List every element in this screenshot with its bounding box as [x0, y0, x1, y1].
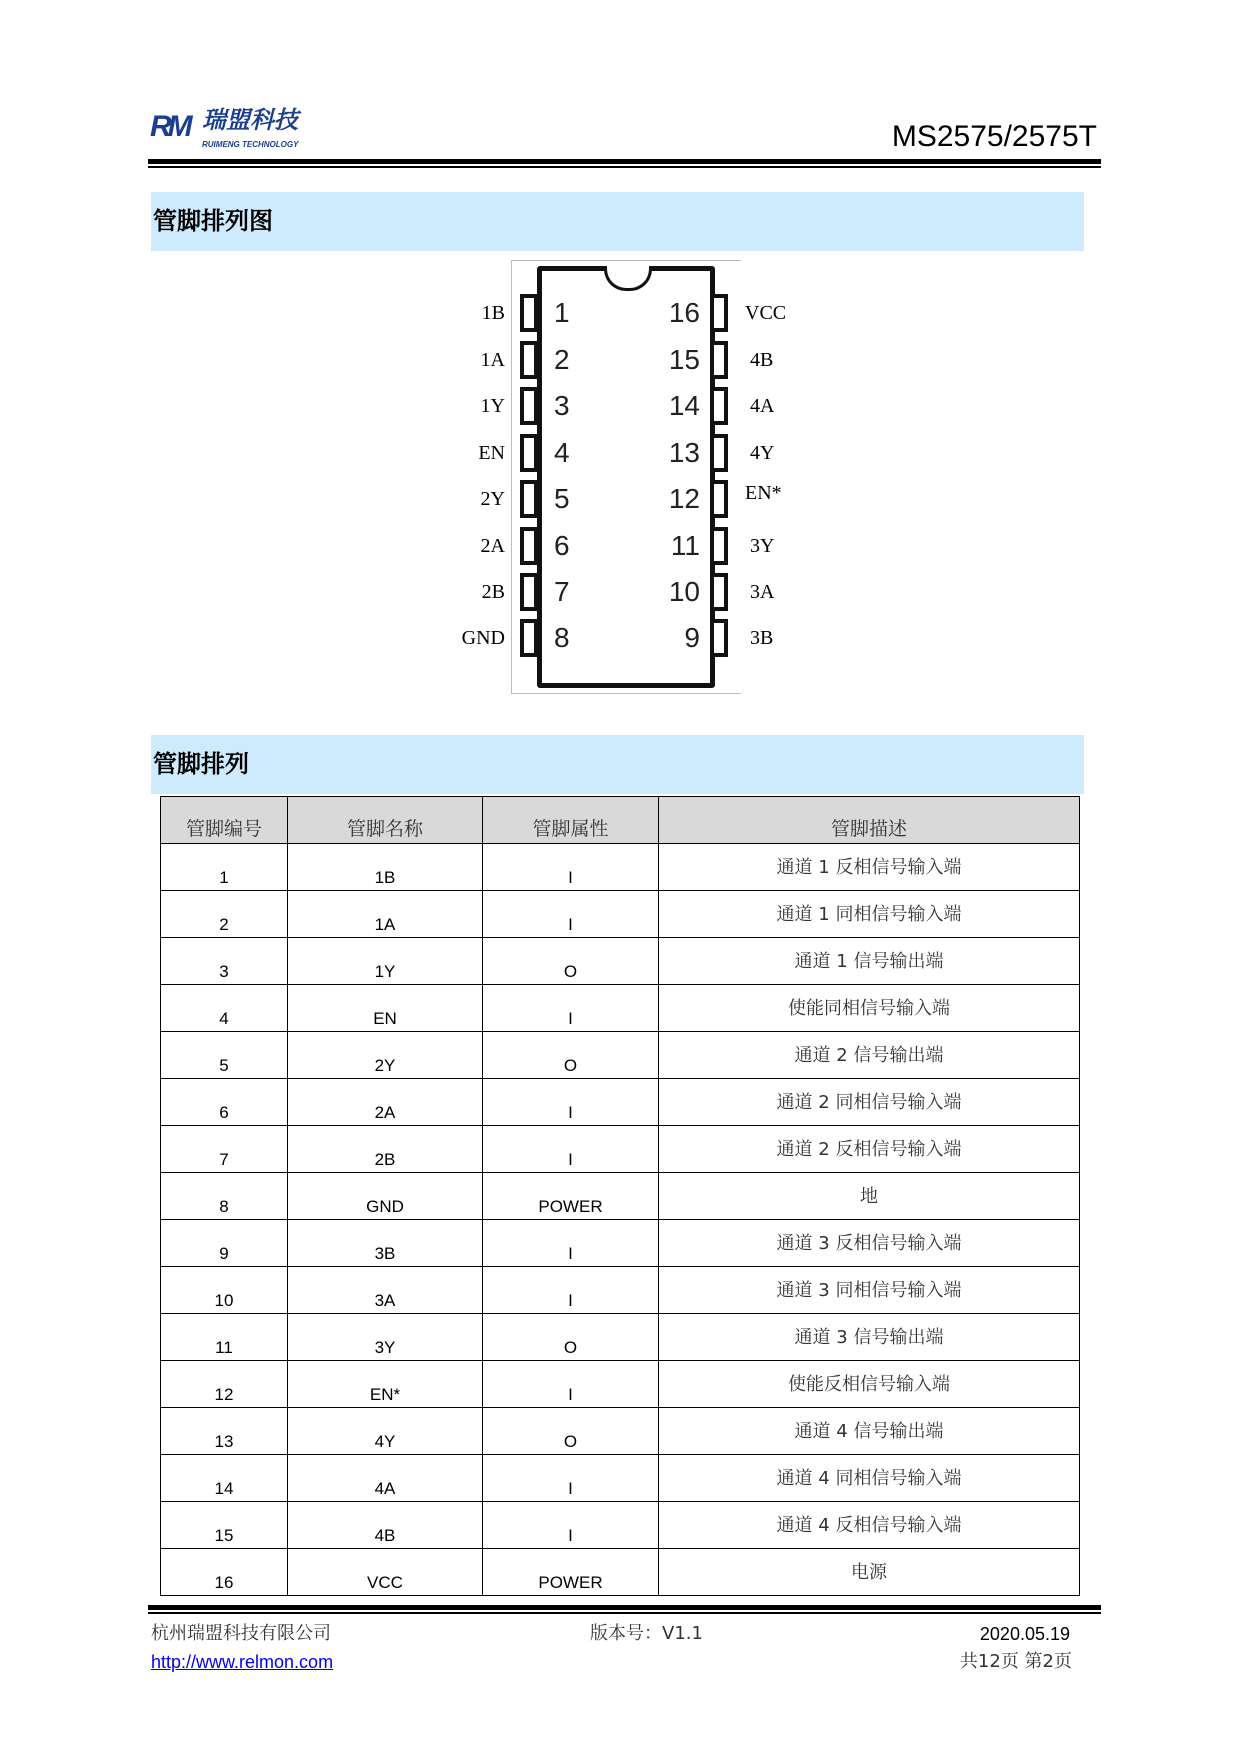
pin-label: EN: [478, 442, 505, 464]
footer-website-link[interactable]: http://www.relmon.com: [151, 1652, 334, 1672]
pin-number-cell: 13: [161, 1408, 288, 1455]
footer-page-count: 共12页 第2页: [959, 1651, 1072, 1672]
pin-name-cell: EN*: [288, 1361, 483, 1408]
table-row: [161, 1502, 1080, 1549]
pin-name-cell: 1A: [288, 891, 483, 938]
pin-number-cell: 6: [161, 1079, 288, 1126]
pin-description-cell: 地: [659, 1173, 1080, 1220]
pin-label: 3A: [750, 581, 775, 603]
column-header: 管脚属性: [483, 797, 659, 844]
pin-number: 12: [668, 483, 700, 514]
pin-label: 3B: [750, 627, 774, 649]
pin-left: [520, 387, 538, 425]
pin-name-cell: VCC: [288, 1549, 483, 1596]
pin-number: 8: [554, 622, 570, 653]
pin-right: [710, 434, 728, 472]
pin-label: 2Y: [480, 488, 505, 510]
section-heading-band: [151, 192, 1084, 251]
table-row: [161, 1126, 1080, 1173]
pin-description-cell: 通道 1 信号输出端: [659, 938, 1080, 985]
pin-name-cell: 3B: [288, 1220, 483, 1267]
pin-type-cell: I: [483, 1126, 659, 1173]
pin-number-cell: 10: [161, 1267, 288, 1314]
pin-type-cell: O: [483, 1408, 659, 1455]
footer-rule: [148, 1605, 1101, 1610]
table-row: [161, 1267, 1080, 1314]
pin-label: 1A: [480, 349, 505, 371]
pin-right: [710, 527, 728, 565]
table-header-row: [161, 797, 1080, 844]
pin-description-cell: 使能反相信号输入端: [659, 1361, 1080, 1408]
pin-type-cell: POWER: [483, 1549, 659, 1596]
pin-right: [710, 387, 728, 425]
pin-label: 4A: [750, 395, 775, 417]
pin-number: 9: [684, 622, 700, 653]
pin-right: [710, 480, 728, 518]
pin-name-cell: 4Y: [288, 1408, 483, 1455]
pin-label: 4Y: [750, 442, 775, 464]
table-row: [161, 1314, 1080, 1361]
pin-number: 1: [554, 297, 570, 328]
pin-name-cell: 4B: [288, 1502, 483, 1549]
pin-label: 3Y: [750, 535, 775, 557]
pin-label: VCC: [745, 302, 787, 324]
pin-number-cell: 3: [161, 938, 288, 985]
column-header: 管脚名称: [288, 797, 483, 844]
pin-number-cell: 1: [161, 844, 288, 891]
pin-number-cell: 4: [161, 985, 288, 1032]
pin-description-cell: 电源: [659, 1549, 1080, 1596]
pin-number: 3: [554, 390, 570, 421]
pin-number: 15: [668, 344, 700, 375]
pin-right: [710, 573, 728, 611]
pin-description-cell: 通道 2 同相信号输入端: [659, 1079, 1080, 1126]
pin-label: EN*: [745, 482, 782, 504]
footer-version: 版本号：V1.1: [590, 1623, 703, 1644]
section-heading-band: [151, 735, 1084, 794]
pin-number: 7: [554, 576, 570, 607]
pin-type-cell: I: [483, 1361, 659, 1408]
pin-number-cell: 5: [161, 1032, 288, 1079]
pin-name-cell: EN: [288, 985, 483, 1032]
pin-name-cell: 4A: [288, 1455, 483, 1502]
pin-type-cell: I: [483, 1455, 659, 1502]
column-header: 管脚编号: [161, 797, 288, 844]
pin-number-cell: 12: [161, 1361, 288, 1408]
pin-left: [520, 434, 538, 472]
pin-number-cell: 8: [161, 1173, 288, 1220]
pin-type-cell: I: [483, 1220, 659, 1267]
pin-left: [520, 619, 538, 657]
pin-label: GND: [461, 627, 505, 649]
column-header: 管脚描述: [659, 797, 1080, 844]
pin-right: [710, 341, 728, 379]
table-row: [161, 938, 1080, 985]
pin-type-cell: I: [483, 1502, 659, 1549]
pin-description-cell: 通道 3 同相信号输入端: [659, 1267, 1080, 1314]
pin-type-cell: I: [483, 1267, 659, 1314]
pin-right: [710, 619, 728, 657]
pin-name-cell: 2A: [288, 1079, 483, 1126]
table-row: [161, 1361, 1080, 1408]
logo-chinese-name: 瑞盟科技: [202, 106, 298, 134]
footer-date: 2020.05.19: [979, 1624, 1070, 1644]
pin-number: 2: [554, 344, 570, 375]
pin-type-cell: I: [483, 891, 659, 938]
pin-left: [520, 294, 538, 332]
logo-mark: RM: [150, 110, 189, 143]
pin-number: 10: [668, 576, 700, 607]
pin-number-cell: 2: [161, 891, 288, 938]
table-row: [161, 1079, 1080, 1126]
pin-name-cell: 1Y: [288, 938, 483, 985]
pin-name-cell: 2Y: [288, 1032, 483, 1079]
logo-english-name: RUIMENG TECHNOLOGY: [202, 140, 299, 149]
pin-type-cell: I: [483, 844, 659, 891]
pin-description-cell: 通道 4 反相信号输入端: [659, 1502, 1080, 1549]
table-row: [161, 1549, 1080, 1596]
pin-description-cell: 通道 2 反相信号输入端: [659, 1126, 1080, 1173]
pin-description-cell: 通道 3 反相信号输入端: [659, 1220, 1080, 1267]
table-row: [161, 891, 1080, 938]
footer-company: 杭州瑞盟科技有限公司: [151, 1623, 331, 1644]
table-row: [161, 1220, 1080, 1267]
pin-name-cell: 2B: [288, 1126, 483, 1173]
pin-number-cell: 9: [161, 1220, 288, 1267]
pin-name-cell: 3Y: [288, 1314, 483, 1361]
pin-type-cell: O: [483, 1314, 659, 1361]
header-rule-thin: [148, 166, 1101, 168]
pin-label: 2B: [481, 581, 505, 603]
pin-number-cell: 16: [161, 1549, 288, 1596]
pin-number: 14: [668, 390, 700, 421]
table-row: [161, 985, 1080, 1032]
pin-name-cell: GND: [288, 1173, 483, 1220]
pin-number: 4: [554, 437, 570, 468]
table-row: [161, 1032, 1080, 1079]
pin-number: 6: [554, 530, 570, 561]
pin-left: [520, 480, 538, 518]
pin-type-cell: O: [483, 938, 659, 985]
footer-rule-thin: [148, 1612, 1101, 1614]
document-title: MS2575/2575T: [891, 120, 1097, 153]
pin-number-cell: 7: [161, 1126, 288, 1173]
pin-number-cell: 11: [161, 1314, 288, 1361]
pin-left: [520, 341, 538, 379]
pin-description-cell: 通道 1 同相信号输入端: [659, 891, 1080, 938]
pin-type-cell: O: [483, 1032, 659, 1079]
pin-name-cell: 3A: [288, 1267, 483, 1314]
pin-name-cell: 1B: [288, 844, 483, 891]
pin-description-cell: 通道 3 信号输出端: [659, 1314, 1080, 1361]
pin-description-cell: 使能同相信号输入端: [659, 985, 1080, 1032]
pin-label: 1Y: [480, 395, 505, 417]
pin-number: 16: [668, 297, 700, 328]
pin-label: 4B: [750, 349, 774, 371]
pin-left: [520, 527, 538, 565]
pin-table: [160, 796, 1080, 1596]
pin-type-cell: I: [483, 985, 659, 1032]
pin-number: 5: [554, 483, 570, 514]
pin-description-cell: 通道 4 信号输出端: [659, 1408, 1080, 1455]
pin-left: [520, 573, 538, 611]
section-heading: 管脚排列: [153, 750, 249, 778]
company-logo: [150, 108, 320, 154]
pin-description-cell: 通道 1 反相信号输入端: [659, 844, 1080, 891]
pin-right: [710, 294, 728, 332]
pin-number-cell: 15: [161, 1502, 288, 1549]
pin-type-cell: POWER: [483, 1173, 659, 1220]
pin-number: 13: [668, 437, 700, 468]
pin-type-cell: I: [483, 1079, 659, 1126]
pin-number: 11: [670, 530, 700, 561]
table-row: [161, 1173, 1080, 1220]
pin-label: 2A: [480, 535, 505, 557]
table-row: [161, 844, 1080, 891]
table-row: [161, 1455, 1080, 1502]
pin-label: 1B: [481, 302, 505, 324]
header-rule: [148, 159, 1101, 164]
pin-description-cell: 通道 4 同相信号输入端: [659, 1455, 1080, 1502]
pin-number-cell: 14: [161, 1455, 288, 1502]
table-row: [161, 1408, 1080, 1455]
section-heading: 管脚排列图: [153, 207, 273, 235]
pin-description-cell: 通道 2 信号输出端: [659, 1032, 1080, 1079]
